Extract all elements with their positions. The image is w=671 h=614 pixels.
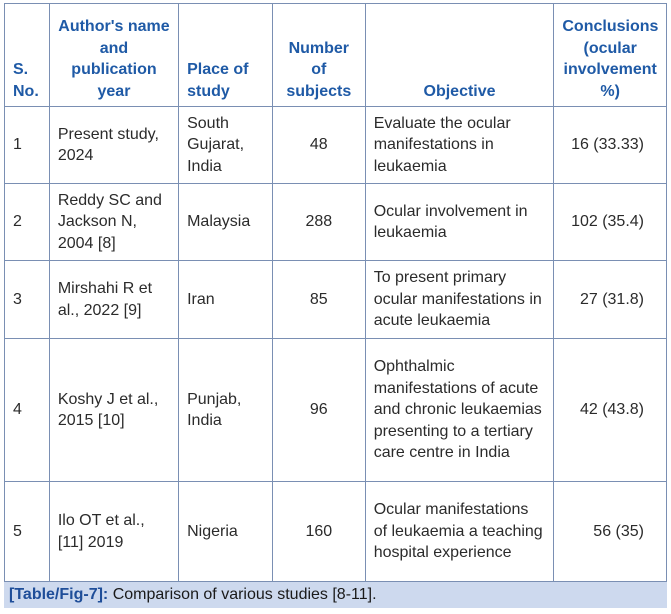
caption-label: [Table/Fig-7]:	[9, 586, 109, 603]
table-header-row	[5, 4, 667, 107]
header-objective: Objective	[365, 4, 554, 107]
cell-author: Mirshahi R et al., 2022 [9]	[49, 261, 178, 339]
cell-author: Reddy SC and Jackson N, 2004 [8]	[49, 184, 178, 261]
cell-author: Koshy J et al., 2015 [10]	[49, 339, 178, 482]
header-subjects: Number of subjects	[272, 4, 365, 107]
table-row	[5, 339, 667, 482]
cell-author: Ilo OT et al., [11] 2019	[49, 482, 178, 582]
cell-subjects: 48	[272, 107, 365, 184]
cell-subjects: 288	[272, 184, 365, 261]
cell-sno: 1	[5, 107, 50, 184]
comparison-table	[4, 3, 667, 582]
header-conclusions: Conclusions (ocular involvement %)	[554, 4, 667, 107]
cell-objective: Ocular manifestations of leukaemia a teaching hospital experience	[365, 482, 554, 582]
cell-conclusion: 102 (35.4)	[554, 184, 667, 261]
figure-caption	[4, 582, 667, 608]
header-author: Author's name and publication year	[49, 4, 178, 107]
cell-conclusion: 56 (35)	[554, 482, 667, 582]
header-place: Place of study	[179, 4, 273, 107]
cell-sno: 4	[5, 339, 50, 482]
cell-objective: Ophthalmic manifestations of acute and chronic leukaemias presenting to a tertiary care centre in India	[365, 339, 554, 482]
cell-place: Punjab, India	[179, 339, 273, 482]
cell-objective: Evaluate the ocular manifestations in leukaemia	[365, 107, 554, 184]
cell-objective: To present primary ocular manifestations in acute leukaemia	[365, 261, 554, 339]
cell-sno: 3	[5, 261, 50, 339]
cell-conclusion: 27 (31.8)	[554, 261, 667, 339]
table-row	[5, 184, 667, 261]
cell-place: South Gujarat, India	[179, 107, 273, 184]
caption-text: Comparison of various studies [8-11].	[112, 586, 377, 603]
table-row	[5, 261, 667, 339]
cell-conclusion: 42 (43.8)	[554, 339, 667, 482]
cell-place: Malaysia	[179, 184, 273, 261]
header-sno: S. No.	[5, 4, 50, 107]
cell-subjects: 160	[272, 482, 365, 582]
cell-place: Nigeria	[179, 482, 273, 582]
table-row	[5, 482, 667, 582]
cell-objective: Ocular involvement in leukaemia	[365, 184, 554, 261]
cell-sno: 5	[5, 482, 50, 582]
cell-sno: 2	[5, 184, 50, 261]
cell-subjects: 96	[272, 339, 365, 482]
cell-conclusion: 16 (33.33)	[554, 107, 667, 184]
cell-place: Iran	[179, 261, 273, 339]
comparison-table-figure	[4, 3, 667, 608]
cell-author: Present study, 2024	[49, 107, 178, 184]
table-row	[5, 107, 667, 184]
cell-subjects: 85	[272, 261, 365, 339]
